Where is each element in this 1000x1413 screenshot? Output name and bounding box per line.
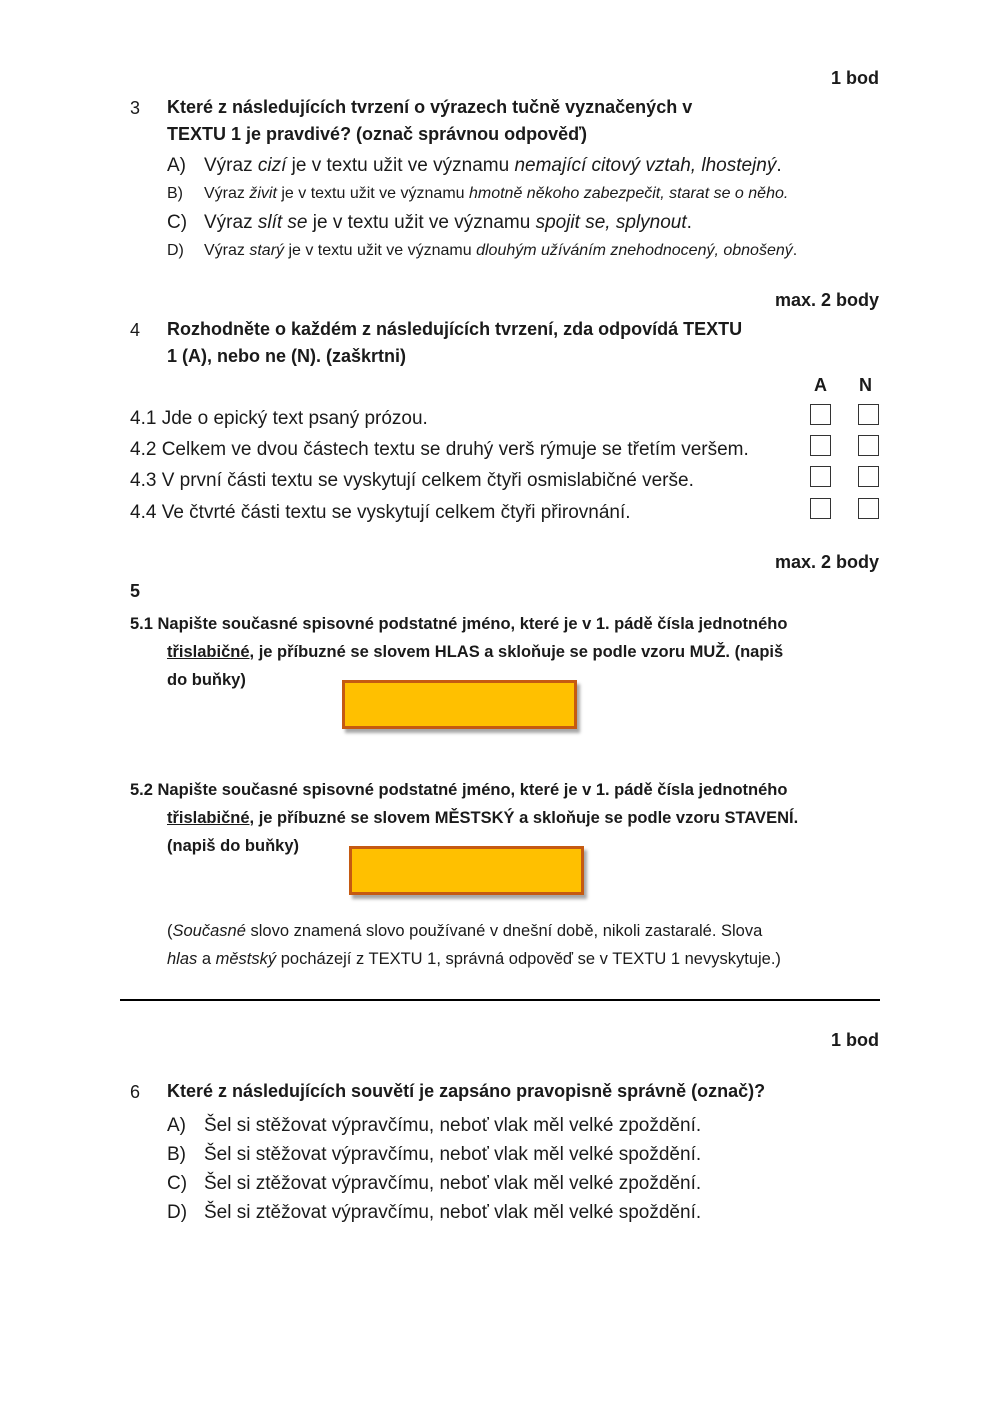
q6-option-b[interactable] xyxy=(167,1144,701,1166)
note-italic: městský xyxy=(215,950,277,968)
note-text: a xyxy=(197,950,216,968)
q5-note xyxy=(167,917,781,973)
q3-question xyxy=(167,94,692,148)
option-letter: D) xyxy=(167,1202,188,1223)
q4-question xyxy=(167,316,742,370)
statement-4-2: 4.2 Celkem ve dvou částech textu se druhý verš rýmuje se třetím veršem. xyxy=(130,439,749,460)
q5-points: max. 2 body xyxy=(774,552,879,572)
option-text: je v textu užit ve významu xyxy=(307,212,536,233)
option-meaning: spojit se, splynout xyxy=(535,212,687,233)
checkbox-4-4-n[interactable] xyxy=(858,498,879,519)
option-text: Šel si ztěžovat výpravčímu, neboť vlak měl velké zpoždění. xyxy=(204,1173,702,1194)
q6-option-a[interactable] xyxy=(167,1115,701,1137)
section-divider xyxy=(120,999,880,1001)
q5-2-line3: (napiš do buňky) xyxy=(167,837,299,855)
option-word: slít se xyxy=(257,212,308,233)
option-text: . xyxy=(776,155,782,176)
option-meaning: hmotně někoho zabezpečit, starat se o něho. xyxy=(468,185,789,202)
note-text: ( xyxy=(167,922,173,940)
q6-question: Které z následujících souvětí je zapsáno pravopisně správně (označ)? xyxy=(167,1081,766,1101)
option-letter: A) xyxy=(167,155,186,176)
checkbox-4-1-a[interactable] xyxy=(810,404,831,425)
q3-question-line2: TEXTU 1 je pravdivé? (označ správnou odpověď) xyxy=(167,124,588,144)
option-text: . xyxy=(792,242,798,259)
option-letter: C) xyxy=(167,1173,188,1194)
column-header-n: N xyxy=(859,375,872,395)
option-text: Výraz xyxy=(204,242,250,259)
q5-1-line2: , je příbuzné se slovem HLAS a skloňuje se podle vzoru MUŽ. (napiš xyxy=(249,643,784,661)
option-letter: A) xyxy=(167,1115,186,1136)
q3-option-b[interactable] xyxy=(167,185,788,203)
option-text: Výraz xyxy=(204,155,258,176)
checkbox-4-2-a[interactable] xyxy=(810,435,831,456)
option-text: Šel si stěžovat výpravčímu, neboť vlak měl velké zpoždění. xyxy=(204,1115,702,1136)
statement-4-1: 4.1 Jde o epický text psaný prózou. xyxy=(130,408,428,429)
option-word: cizí xyxy=(257,155,287,176)
checkbox-4-2-n[interactable] xyxy=(858,435,879,456)
option-text: je v textu užit ve významu xyxy=(276,185,469,202)
option-word: starý xyxy=(249,242,285,259)
statement-4-3: 4.3 V první části textu se vyskytují celkem čtyři osmislabičné verše. xyxy=(130,470,694,491)
q5-2-line2: , je příbuzné se slovem MĚSTSKÝ a skloňuje se podle vzoru STAVENÍ. xyxy=(249,809,799,827)
q4-question-line1: Rozhodněte o každém z následujících tvrzení, zda odpovídá TEXTU xyxy=(167,319,743,339)
q3-points: 1 bod xyxy=(831,68,879,88)
q5-2-line1: 5.2 Napište současné spisovné podstatné jméno, které je v 1. pádě čísla jednotného xyxy=(130,781,788,799)
option-meaning: nemající citový vztah, lhostejný xyxy=(514,155,777,176)
note-text: slovo znamená slovo používané v dnešní době, nikoli zastaralé. Slova xyxy=(245,922,763,940)
answer-cell-5-1[interactable] xyxy=(342,680,577,729)
option-letter: B) xyxy=(167,1144,186,1165)
q5-1-line1: 5.1 Napište současné spisovné podstatné jméno, které je v 1. pádě čísla jednotného xyxy=(130,615,788,633)
statement-4-4: 4.4 Ve čtvrté části textu se vyskytují celkem čtyři přirovnání. xyxy=(130,502,631,523)
option-letter: D) xyxy=(167,242,184,259)
option-text: je v textu užit ve významu xyxy=(284,242,477,259)
checkbox-4-3-n[interactable] xyxy=(858,466,879,487)
checkbox-4-1-n[interactable] xyxy=(858,404,879,425)
q6-option-c[interactable] xyxy=(167,1173,701,1195)
note-italic: hlas xyxy=(167,950,198,968)
option-text: Šel si stěžovat výpravčímu, neboť vlak měl velké spoždění. xyxy=(204,1144,702,1165)
q3-question-line1: Které z následujících tvrzení o výrazech tučně vyznačených v xyxy=(167,97,693,117)
q3-option-d[interactable] xyxy=(167,242,797,260)
q4-number: 4 xyxy=(130,320,141,340)
q5-2-underlined: třislabičné xyxy=(167,809,250,827)
option-text: Šel si ztěžovat výpravčímu, neboť vlak měl velké spoždění. xyxy=(204,1202,702,1223)
q3-number: 3 xyxy=(130,98,141,118)
q4-question-line2: 1 (A), nebo ne (N). (zaškrtni) xyxy=(167,346,407,366)
q6-points: 1 bod xyxy=(831,1030,879,1050)
note-italic: Současné xyxy=(172,922,246,940)
column-header-a: A xyxy=(814,375,827,395)
note-text: pocházejí z TEXTU 1, správná odpověď se v TEXTU 1 nevyskytuje.) xyxy=(276,950,781,968)
q4-points: max. 2 body xyxy=(774,290,879,310)
option-meaning: dlouhým užíváním znehodnocený, obnošený xyxy=(476,242,793,259)
option-letter: C) xyxy=(167,212,188,233)
q5-1-line3: do buňky) xyxy=(167,671,246,689)
q5-number: 5 xyxy=(130,581,141,601)
option-text: Výraz xyxy=(204,185,250,202)
option-text: Výraz xyxy=(204,212,258,233)
q5-1-underlined: třislabičné xyxy=(167,643,250,661)
q3-option-a[interactable] xyxy=(167,155,782,177)
option-word: živit xyxy=(249,185,277,202)
option-text: je v textu užit ve významu xyxy=(286,155,515,176)
answer-cell-5-2[interactable] xyxy=(349,846,584,895)
checkbox-4-3-a[interactable] xyxy=(810,466,831,487)
option-letter: B) xyxy=(167,185,183,202)
q3-option-c[interactable] xyxy=(167,212,692,234)
q6-number: 6 xyxy=(130,1082,141,1102)
q6-option-d[interactable] xyxy=(167,1202,701,1224)
option-text: . xyxy=(686,212,692,233)
checkbox-4-4-a[interactable] xyxy=(810,498,831,519)
